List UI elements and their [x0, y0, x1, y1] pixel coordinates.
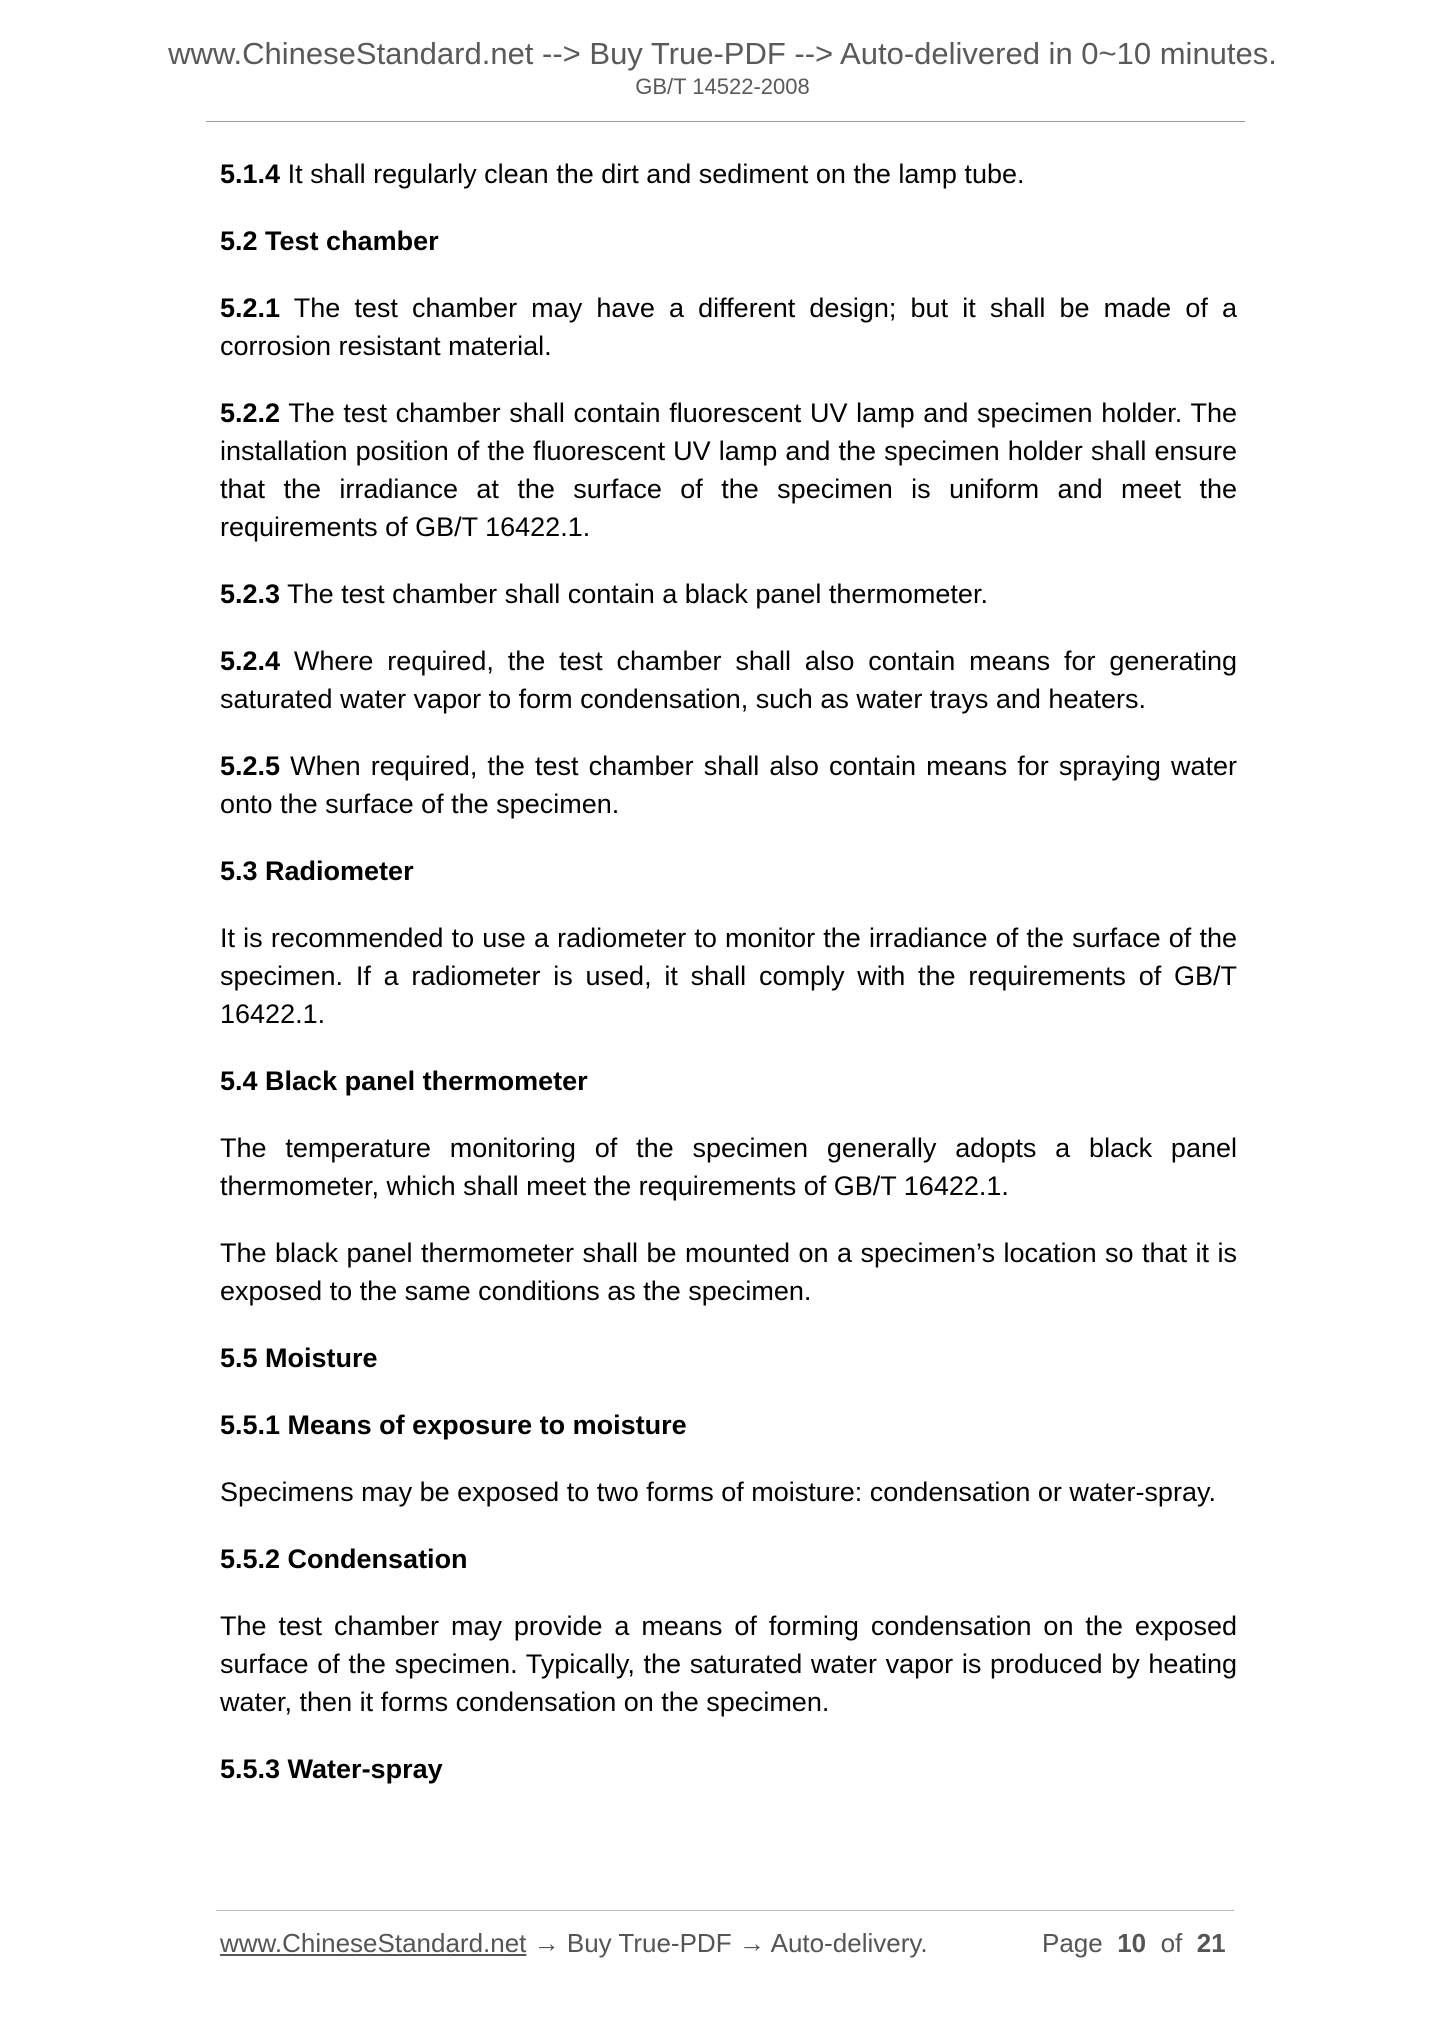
clause-text: It shall regularly clean the dirt and sediment on the lamp tube.	[280, 159, 1025, 189]
clause-number: 5.2.5	[220, 751, 281, 781]
heading-5-5-3: 5.5.3 Water-spray	[220, 1754, 443, 1784]
heading-5-5: 5.5 Moisture	[220, 1343, 378, 1373]
document-body	[220, 155, 1237, 1817]
top-banner: www.ChineseStandard.net --> Buy True-PDF --> Auto-delivered in 0~10 minutes.	[168, 36, 1277, 71]
paragraph-5-5-2: The test chamber may provide a means of forming condensation on the exposed surface of the specimen. Typically, the saturated water vapor is produced by heating water, then it forms condensation on the specimen.	[220, 1611, 1237, 1717]
clause-number: 5.2.1	[220, 293, 281, 323]
paragraph-5-4-a: The temperature monitoring of the specimen generally adopts a black panel thermometer, which shall meet the requirements of GB/T 16422.1.	[220, 1133, 1237, 1201]
paragraph-5-5-1: Specimens may be exposed to two forms of moisture: condensation or water-spray.	[220, 1477, 1216, 1507]
page-label: Page	[1042, 1928, 1103, 1958]
clause-5-2-1	[220, 289, 1237, 365]
heading-5-5-2: 5.5.2 Condensation	[220, 1544, 468, 1574]
clause-number: 5.2.3	[220, 579, 281, 609]
heading-5-4: 5.4 Black panel thermometer	[220, 1066, 588, 1096]
page-total: 21	[1196, 1928, 1226, 1958]
clause-number: 5.2.2	[220, 398, 281, 428]
clause-number: 5.1.4	[220, 159, 281, 189]
clause-5-2-2	[220, 394, 1237, 546]
heading-5-3: 5.3 Radiometer	[220, 856, 414, 886]
clause-5-2-5	[220, 747, 1237, 823]
paragraph-5-4-b: The black panel thermometer shall be mounted on a specimen’s location so that it is exposed to the same conditions as the specimen.	[220, 1238, 1237, 1306]
page-indicator	[1042, 1930, 1226, 1956]
clause-5-2-3	[220, 575, 1237, 613]
page-current: 10	[1117, 1928, 1147, 1958]
footer-buy-text: Buy True-PDF	[566, 1928, 732, 1958]
heading-5-5-1: 5.5.1 Means of exposure to moisture	[220, 1410, 687, 1440]
clause-5-2-4	[220, 642, 1237, 718]
clause-text: The test chamber shall contain fluorescent UV lamp and specimen holder. The installation position of the fluorescent UV lamp and the specimen holder shall ensure that the irradiance at the surface of the specimen is uniform and meet the requirements of GB/T 16422.1.	[220, 398, 1237, 542]
clause-text: When required, the test chamber shall also contain means for spraying water onto the surface of the specimen.	[220, 751, 1237, 819]
footer-site-link[interactable]: www.ChineseStandard.net	[220, 1928, 527, 1958]
clause-text: The test chamber shall contain a black panel thermometer.	[280, 579, 988, 609]
of-label: of	[1160, 1928, 1183, 1958]
clause-text: The test chamber may have a different design; but it shall be made of a corrosion resistant material.	[220, 293, 1237, 361]
footer-delivery-text: Auto-delivery.	[770, 1928, 928, 1958]
paragraph-5-3: It is recommended to use a radiometer to monitor the irradiance of the surface of the specimen. If a radiometer is used, it shall comply with the requirements of GB/T 16422.1.	[220, 923, 1237, 1029]
heading-5-2: 5.2 Test chamber	[220, 226, 439, 256]
arrow-icon: →	[738, 1928, 765, 1958]
footer-promo	[220, 1930, 928, 1956]
clause-number: 5.2.4	[220, 646, 281, 676]
header-divider	[206, 121, 1245, 122]
clause-text: Where required, the test chamber shall also contain means for generating saturated water vapor to form condensation, such as water trays and heaters.	[220, 646, 1237, 714]
footer-divider	[216, 1910, 1234, 1911]
arrow-icon: →	[533, 1928, 560, 1958]
clause-5-1-4	[220, 155, 1237, 193]
standard-number: GB/T 14522-2008	[635, 74, 810, 99]
